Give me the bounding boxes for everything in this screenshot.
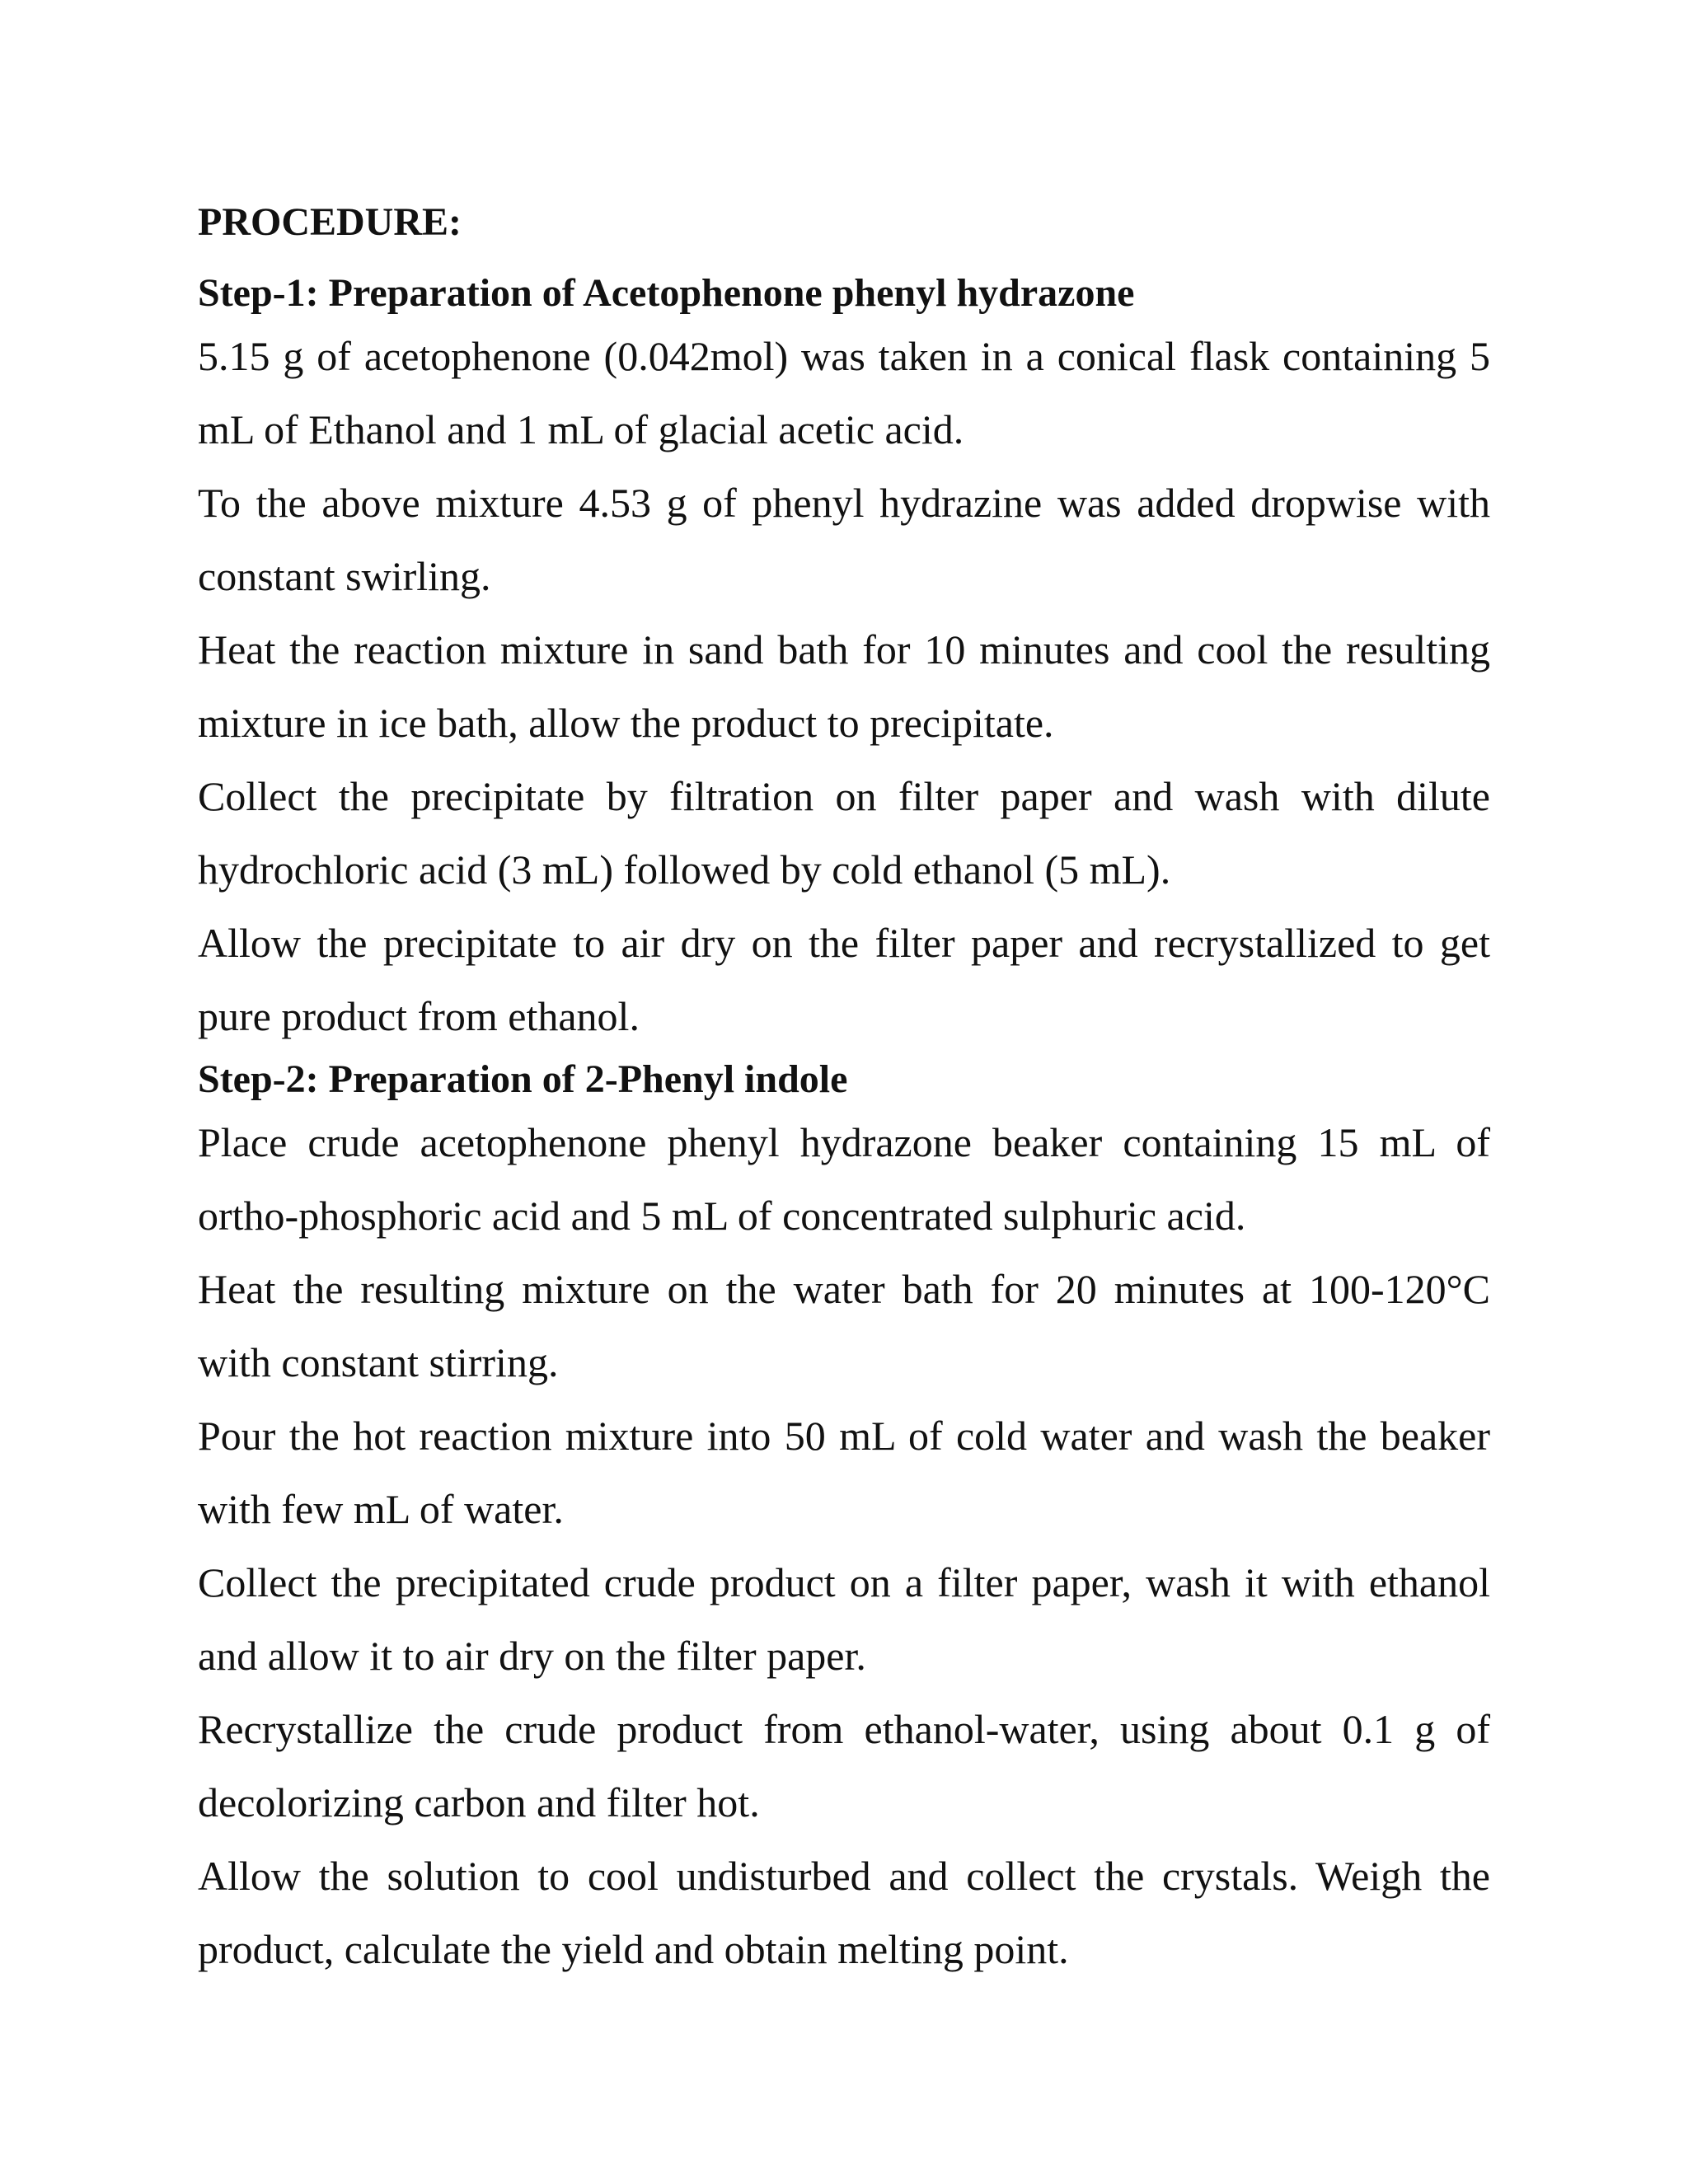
step-1-title: Step-1: Preparation of Acetophenone phenyl hydrazone	[198, 271, 1135, 315]
step-2-paragraph-2: Heat the resulting mixture on the water bath for 20 minutes at 100-120°C with constant stirring.	[198, 1266, 1490, 1385]
step-2-section	[198, 1053, 1490, 1986]
step-1-section	[198, 267, 1490, 1053]
step-2-paragraph-6: Allow the solution to cool undisturbed and collect the crystals. Weigh the product, calculate the yield and obtain melting point.	[198, 1853, 1490, 1972]
step-2-title: Step-2: Preparation of 2-Phenyl indole	[198, 1057, 848, 1101]
step-1-paragraph-2: To the above mixture 4.53 g of phenyl hydrazine was added dropwise with constant swirling.	[198, 480, 1490, 599]
document-page	[198, 194, 1490, 1986]
heading-spacer	[198, 251, 1490, 267]
step-2-paragraph-4: Collect the precipitated crude product on a filter paper, wash it with ethanol and allow it to air dry on the filter paper.	[198, 1559, 1490, 1679]
step-2-paragraph-5: Recrystallize the crude product from ethanol-water, using about 0.1 g of decolorizing carbon and filter hot.	[198, 1706, 1490, 1825]
step-1-paragraph-3: Heat the reaction mixture in sand bath for 10 minutes and cool the resulting mixture in ice bath, allow the product to precipitate.	[198, 626, 1490, 746]
step-1-paragraph-4: Collect the precipitate by filtration on filter paper and wash with dilute hydrochloric acid (3 mL) followed by cold ethanol (5 mL).	[198, 773, 1490, 893]
step-1-paragraph-1: 5.15 g of acetophenone (0.042mol) was taken in a conical flask containing 5 mL of Ethanol and 1 mL of glacial acetic acid.	[198, 333, 1490, 452]
step-2-paragraph-3: Pour the hot reaction mixture into 50 mL of cold water and wash the beaker with few mL of water.	[198, 1413, 1490, 1532]
step-2-paragraph-1: Place crude acetophenone phenyl hydrazone beaker containing 15 mL of ortho-phosphoric acid and 5 mL of concentrated sulphuric acid.	[198, 1119, 1490, 1239]
step-1-paragraph-5: Allow the precipitate to air dry on the filter paper and recrystallized to get pure product from ethanol.	[198, 920, 1490, 1039]
procedure-heading: PROCEDURE:	[198, 200, 462, 244]
